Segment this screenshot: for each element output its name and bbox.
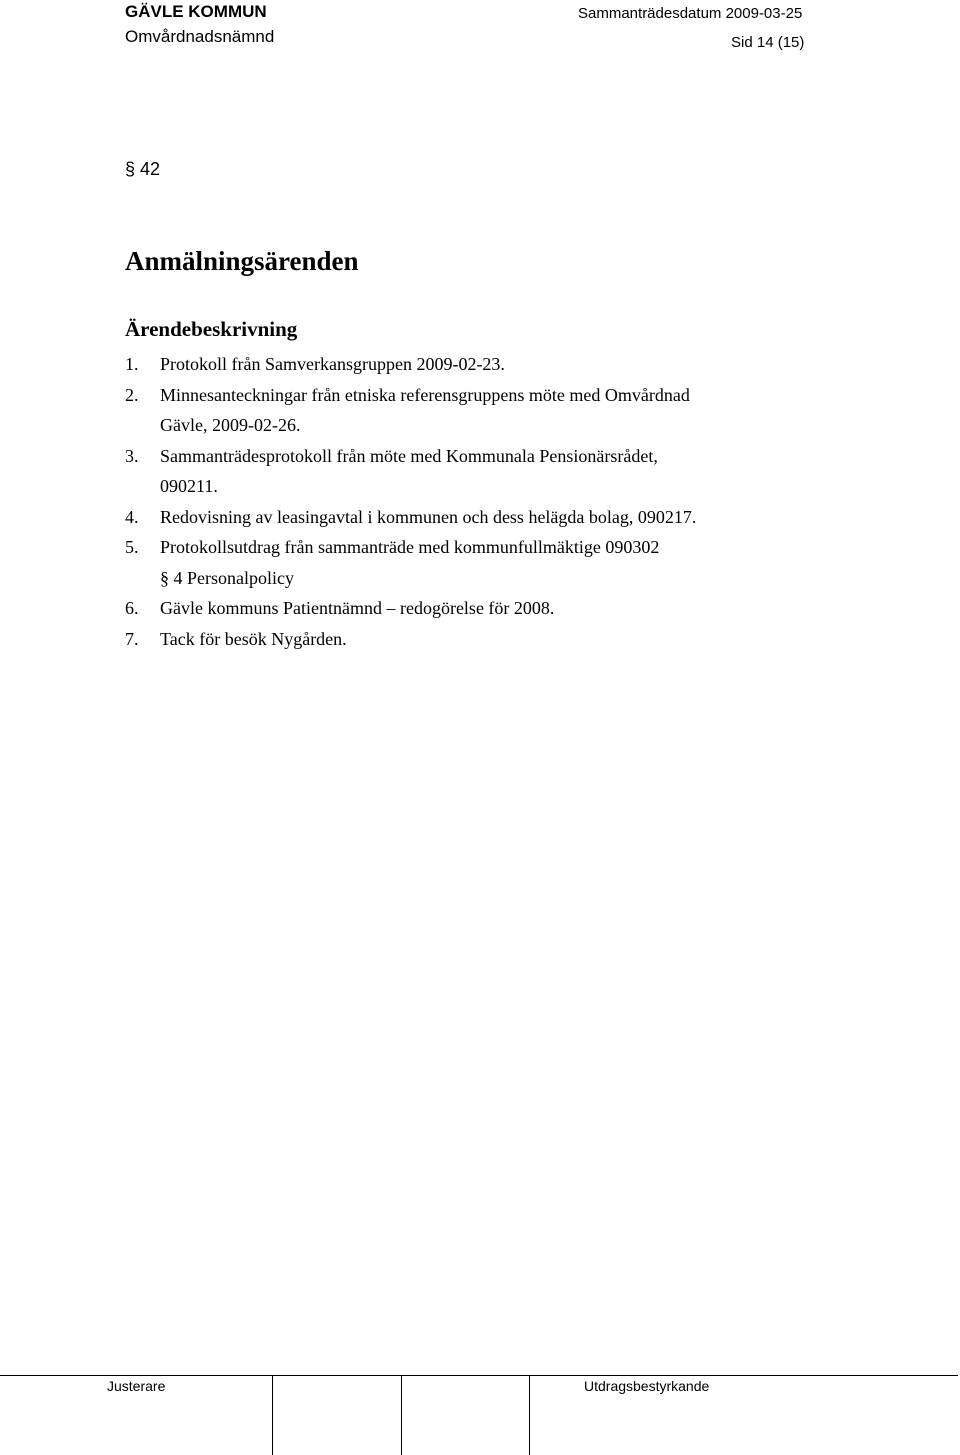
list-item — [125, 532, 696, 593]
item-number: 6. — [125, 598, 139, 618]
paragraph-number: § 42 — [125, 159, 161, 179]
list-item — [125, 593, 696, 624]
list-item — [125, 349, 696, 380]
item-number: 3. — [125, 445, 139, 466]
item-line: 090211. — [160, 476, 218, 496]
page-title: Anmälningsärenden — [125, 246, 359, 276]
item-number: 5. — [125, 537, 139, 557]
section-heading: Ärendebeskrivning — [125, 317, 298, 341]
item-text — [160, 441, 696, 502]
item-text — [160, 380, 696, 441]
item-line: Gävle kommuns Patientnämnd – redogörelse för 2008. — [160, 598, 555, 618]
footer-divider — [0, 1375, 958, 1376]
item-text — [160, 502, 696, 533]
footer-utdragsbestyrkande-label: Utdragsbestyrkande — [584, 1378, 710, 1394]
list-item — [125, 441, 696, 502]
footer-column-divider — [272, 1376, 273, 1455]
item-line: Protokoll från Samverkansgruppen 2009-02-23. — [160, 354, 505, 374]
item-text — [160, 624, 696, 655]
item-number: 2. — [125, 384, 139, 405]
item-number: 4. — [125, 506, 139, 527]
meeting-date: Sammanträdesdatum 2009-03-25 — [578, 5, 803, 22]
item-text — [160, 349, 696, 380]
item-line: Gävle, 2009-02-26. — [160, 415, 301, 435]
item-number: 7. — [125, 628, 139, 649]
page-number: Sid 14 (15) — [731, 34, 805, 51]
item-line: § 4 Personalpolicy — [160, 567, 294, 588]
footer-justerare-label: Justerare — [107, 1378, 166, 1394]
organization-name: GÄVLE KOMMUN — [125, 2, 267, 21]
item-number: 1. — [125, 354, 139, 374]
item-line: Sammanträdesprotokoll från möte med Kommunala Pensionärsrådet, — [160, 445, 658, 466]
item-line: Redovisning av leasingavtal i kommunen och dess helägda bolag, 090217. — [160, 506, 697, 527]
item-text — [160, 532, 696, 593]
department-name: Omvårdnadsnämnd — [125, 27, 275, 46]
list-item — [125, 380, 696, 441]
item-list — [125, 349, 696, 654]
list-item — [125, 624, 696, 655]
list-item — [125, 502, 696, 533]
footer-column-divider — [529, 1376, 530, 1455]
item-text — [160, 593, 696, 624]
footer-column-divider — [401, 1376, 402, 1455]
item-line: Minnesanteckningar från etniska referensgruppens möte med Omvårdnad — [160, 384, 690, 405]
item-line: Tack för besök Nygården. — [160, 628, 347, 649]
item-line: Protokollsutdrag från sammanträde med kommunfullmäktige 090302 — [160, 537, 660, 557]
